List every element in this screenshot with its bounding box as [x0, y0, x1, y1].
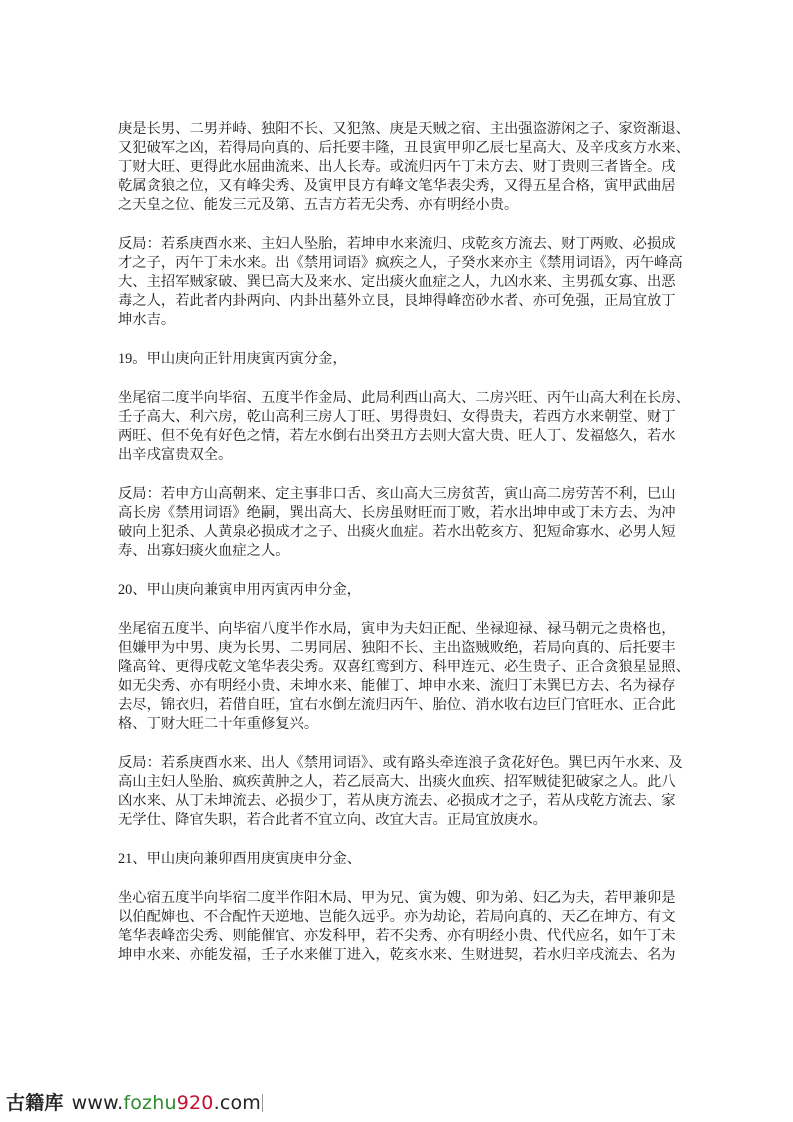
text-line: 乾属贪狼之位，又有峰尖秀、及寅甲艮方有峰文笔华表尖秀，又得五星合格，寅甲武曲居	[118, 178, 676, 194]
text-line: 毒之人，若此者内卦两向、内卦出墓外立艮，艮坤得峰峦砂水者、亦可免强，正局宜放丁	[118, 293, 676, 309]
text-line: 去尽，锦衣归，若借自旺，宜右水倒左流归丙午、胎位、消水收右边巨门官旺水、正合此	[118, 697, 676, 713]
text-line: 坐尾宿五度半、向毕宿八度半作水局，寅申为夫妇正配、坐禄迎禄、禄马朝元之贵格也，	[118, 621, 676, 637]
text-line: 丁财大旺、更得此水屈曲流来、出人长寿。或流归丙午丁未方去、财丁贵则三者皆全。戌	[118, 159, 676, 175]
text-line: 庚是长男、二男并峙、独阳不长、又犯煞、庚是天贼之宿、主出强盗游闲之子、家资渐退、	[118, 121, 690, 137]
text-line: 大、主招军贼家破、巽巳高大及来水、定出痰火血症之人，九凶水来、主男孤女寡、出恶	[118, 274, 676, 290]
paragraph	[118, 235, 718, 330]
section-heading	[118, 350, 718, 369]
text-line: 坐尾宿二度半向毕宿、五度半作金局、此局利西山高大、二房兴旺、丙午山高大利在长房、	[118, 390, 690, 406]
section-heading	[118, 850, 718, 869]
text-line: 壬子高大、利六房，乾山高利三房人丁旺、男得贵妇、女得贵夫，若西方水来朝堂、财丁	[118, 409, 676, 425]
text-line: 反局：若系庚酉水来、主妇人坠胎，若坤申水来流归、戌乾亥方流去、财丁两败、必损成	[118, 236, 676, 252]
text-line: 出辛戌富贵双全。	[118, 447, 233, 463]
text-line: 坐心宿五度半向毕宿二度半作阳木局、甲为兄、寅为嫂、卯为弟、妇乙为夫，若甲兼卯是	[118, 890, 676, 906]
text-line: 21、甲山庚向兼卯酉用庚寅庚申分金、	[118, 851, 362, 867]
text-line: 高长房《禁用词语》绝嗣，巽出高大、长房虽财旺而丁败，若水出坤申或丁未方去、为冲	[118, 505, 676, 521]
text-line: 坤水吉。	[118, 312, 176, 328]
watermark-footer	[6, 1088, 263, 1115]
paragraph	[118, 389, 718, 465]
footer-divider	[262, 1094, 263, 1112]
text-line: 格、丁财大旺二十年重修复兴。	[118, 716, 319, 732]
text-line: 高山主妇人坠胎、疯疾黄肿之人，若乙辰高大、出痰火血疾、招军贼徒犯破家之人。此八	[118, 774, 676, 790]
url-prefix: www.	[71, 1092, 124, 1114]
text-line: 以伯配婶也、不合配忤天逆地、岂能久远乎。亦为劫论，若局向真的、天乙在坤方、有文	[118, 909, 676, 925]
text-line: 19。甲山庚向正针用庚寅丙寅分金，	[118, 351, 347, 367]
text-line: 之天皇之位、能发三元及第、五吉方若无尖秀、亦有明经小贵。	[118, 197, 519, 213]
text-line: 如无尖秀、亦有明经小贵、未坤水来、能催丁、坤申水来、流归丁未巽巳方去、名为禄存	[118, 678, 676, 694]
text-line: 笔华表峰峦尖秀、则能催官、亦发科甲，若不尖秀、亦有明经小贵、代代应名，如午丁未	[118, 928, 676, 944]
section-heading	[118, 581, 718, 600]
text-line: 寿、出寡妇痰火血症之人。	[118, 543, 290, 559]
document-body	[118, 120, 718, 985]
paragraph	[118, 754, 718, 830]
text-line: 反局：若申方山高朝来、定主事非口舌、亥山高大三房贫苦，寅山高二房劳苦不利，巳山	[118, 486, 676, 502]
text-line: 两旺、但不免有好色之情，若左水倒右出癸丑方去则大富大贵、旺人丁、发福悠久，若水	[118, 428, 676, 444]
text-line: 反局：若系庚酉水来、出人《禁用词语》、或有路头牵连浪子贪花好色。巽巳丙午水来、及	[118, 755, 683, 771]
text-line: 20、甲山庚向兼寅申用丙寅丙申分金，	[118, 582, 362, 598]
site-name: 古籍库	[6, 1092, 64, 1114]
text-line: 隆高耸、更得戌乾文笔华表尖秀。双喜红鸾到方、科甲连元、必生贵子、正合贪狼星显照、	[118, 659, 690, 675]
text-line: 无学仕、降官失职，若合此者不宜立向、改宜大吉。正局宜放庚水。	[118, 812, 547, 828]
text-line: 凶水来、从丁未坤流去、必损少丁，若从庚方流去、必损成才之子，若从戌乾方流去、家	[118, 793, 676, 809]
paragraph	[118, 485, 718, 561]
url-green-part: fozhu	[123, 1092, 177, 1114]
text-line: 坤申水来、亦能发福，壬子水来催丁进入，乾亥水来、生财进契，若水归辛戌流去、名为	[118, 947, 676, 963]
text-line: 破向上犯杀、人黄泉必损成才之子、出痰火血症。若水出乾亥方、犯短命寡水、必男人短	[118, 524, 676, 540]
paragraph	[118, 889, 718, 965]
text-line: 但嫌甲为中男、庚为长男、二男同居、独阳不长、主出盗贼败绝，若局向真的、后托要丰	[118, 640, 676, 656]
text-line: 才之子，丙午丁未水来。出《禁用词语》疯疾之人，子癸水来亦主《禁用词语》，丙午峰高	[118, 255, 683, 271]
paragraph	[118, 620, 718, 734]
url-red-part: 920	[176, 1092, 214, 1114]
paragraph	[118, 120, 718, 215]
url-suffix: .com	[213, 1092, 261, 1114]
text-line: 又犯破军之凶，若得局向真的、后托要丰隆，丑艮寅甲卯乙辰七星高大、及辛戌亥方水来、	[118, 140, 690, 156]
